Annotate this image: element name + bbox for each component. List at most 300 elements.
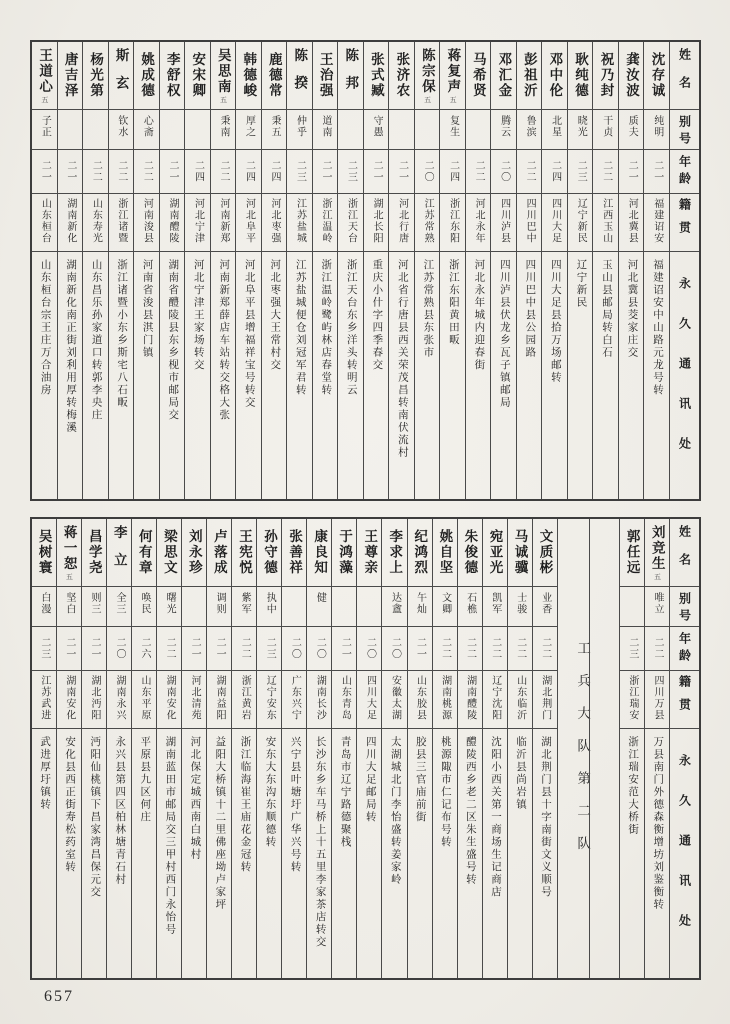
person-alias: 调则: [207, 587, 231, 627]
person-alias: [338, 110, 363, 150]
person-alias: [282, 587, 306, 627]
person-alias: 坚白: [57, 587, 81, 627]
person-alias: [185, 110, 210, 150]
person-column: [331, 519, 356, 978]
person-native: 山东寿光: [83, 194, 108, 252]
person-alias: 干贞: [593, 110, 618, 150]
person-alias: 复生: [440, 110, 465, 150]
person-address: 湖南蓝田市邮局交三甲村西门永怡号: [164, 736, 176, 936]
person-alias: [357, 587, 381, 627]
person-column: [643, 42, 669, 499]
person-native: 浙江黄岩: [232, 671, 256, 729]
person-name: 姚自坚: [433, 519, 457, 587]
person-address: 临沂县尚岩镇: [514, 736, 526, 811]
person-alias: 鲁滨: [517, 110, 542, 150]
person-alias: 凯军: [483, 587, 507, 627]
person-age: 二二: [593, 150, 618, 194]
person-age: 二一: [313, 150, 338, 194]
person-column: [133, 42, 159, 499]
person-age: 二四: [262, 150, 287, 194]
person-age: 二二: [157, 627, 181, 671]
person-alias: 执中: [257, 587, 281, 627]
person-address: 山东昌乐孙家道口转郭李央庄: [90, 259, 102, 422]
header-name-label: 姓名: [670, 519, 699, 587]
person-age: 二三: [338, 150, 363, 194]
person-column: [337, 42, 363, 499]
person-age: 二二: [211, 150, 236, 194]
person-name: 姚成德: [134, 42, 159, 110]
person-name: 陈揆: [287, 42, 312, 110]
person-native: 辽宁安东: [257, 671, 281, 729]
person-column: [81, 519, 106, 978]
person-age: 二三: [32, 627, 56, 671]
header-address-label: 永久通讯处: [677, 277, 692, 477]
person-alias: 曙光: [157, 587, 181, 627]
person-age: 二二: [109, 150, 134, 194]
person-age: 二一: [58, 150, 83, 194]
person-alias: [332, 587, 356, 627]
person-address: 永兴县第四区柏林塘青石村: [114, 736, 126, 886]
person-alias: 唯立: [645, 587, 669, 627]
person-alias: 业香: [533, 587, 557, 627]
name-note-mark: 五: [219, 95, 228, 103]
person-name: 纪鸿烈: [408, 519, 432, 587]
person-age: 二二: [483, 627, 507, 671]
person-alias: [58, 110, 83, 150]
person-age: 二一: [82, 627, 106, 671]
person-address: 四川大足县拾万场邮转: [549, 259, 561, 384]
person-native: 河南浚县: [134, 194, 159, 252]
person-native: 湖南桃源: [433, 671, 457, 729]
person-alias: [83, 110, 108, 150]
row-headers-column: [669, 42, 699, 499]
person-name: 文质彬: [533, 519, 557, 587]
person-name: 陈宗保 五: [415, 42, 440, 110]
person-native: 江苏常熟: [415, 194, 440, 252]
person-column: [439, 42, 465, 499]
person-address: 山东桓台宗王庄万合油房: [39, 259, 51, 397]
person-alias: 心斋: [134, 110, 159, 150]
person-alias: 则三: [82, 587, 106, 627]
person-address: 桃源陬市仁记布号转: [439, 736, 451, 849]
person-name: 祝乃封: [593, 42, 618, 110]
person-column: [82, 42, 108, 499]
person-native: 河北阜平: [236, 194, 261, 252]
person-alias: 秉五: [262, 110, 287, 150]
person-age: 二一: [32, 150, 57, 194]
person-native: 江西玉山: [593, 194, 618, 252]
header-name-label: 姓名: [670, 42, 699, 110]
person-column: [356, 519, 381, 978]
person-age: 二一: [57, 627, 81, 671]
person-name: 唐吉泽: [58, 42, 83, 110]
person-address: 河北省行唐县西关荣茂昌转南伏流村: [396, 259, 408, 459]
person-name: 杨光第: [83, 42, 108, 110]
person-column: [235, 42, 261, 499]
person-address: 武进厚圩镇转: [39, 736, 51, 811]
person-native: 浙江东阳: [440, 194, 465, 252]
person-column: [57, 42, 83, 499]
person-alias: 晓光: [568, 110, 593, 150]
person-column: [261, 42, 287, 499]
person-alias: 文卿: [433, 587, 457, 627]
person-alias: [182, 587, 206, 627]
person-name: 刘永珍: [182, 519, 206, 587]
person-native: 河北行唐: [389, 194, 414, 252]
person-native: 山东平原: [132, 671, 156, 729]
person-name: 龚汝波: [619, 42, 644, 110]
person-address: 河北宁津王家场转交: [192, 259, 204, 372]
person-address: 河北枣强大王常村交: [269, 259, 281, 372]
person-name: 彭祖沂: [517, 42, 542, 110]
person-address: 长沙东乡车马桥上十五里李家茶店转交: [314, 736, 326, 949]
person-name: 陈邦: [338, 42, 363, 110]
person-address: 安化县西正街寿松药室转: [64, 736, 76, 874]
person-address: 河南省浚县淇门镇: [141, 259, 153, 359]
person-column: [407, 519, 432, 978]
page-number: 657: [44, 988, 74, 1005]
person-native: 湖南永兴: [107, 671, 131, 729]
person-native: 山东胶县: [408, 671, 432, 729]
person-name: 吴思南 五: [211, 42, 236, 110]
person-address: 安东大东沟东顺德转: [264, 736, 276, 849]
person-age: 二一: [207, 627, 231, 671]
person-age: 二〇: [307, 627, 331, 671]
person-alias: 质夫: [619, 110, 644, 150]
person-age: 二〇: [357, 627, 381, 671]
person-column: [465, 42, 491, 499]
person-alias: 守愚: [364, 110, 389, 150]
person-native: 湖南新化: [58, 194, 83, 252]
person-column: [156, 519, 181, 978]
person-age: 二〇: [491, 150, 516, 194]
person-native: 湖南长沙: [307, 671, 331, 729]
spacer-column: [589, 519, 619, 978]
person-address: 江苏常熟县东张市: [422, 259, 434, 359]
person-age: 二〇: [415, 150, 440, 194]
name-note-mark: 五: [653, 572, 662, 580]
person-alias: 紫军: [232, 587, 256, 627]
person-address: 河北保定城西南白城村: [189, 736, 201, 861]
person-age: 二一: [182, 627, 206, 671]
person-address: 浙江温岭鹭屿林店春堂转: [320, 259, 332, 397]
person-address: 平原县九区何庄: [139, 736, 151, 824]
person-column: [363, 42, 389, 499]
person-name: 梁思文: [157, 519, 181, 587]
person-native: 河北枣强: [262, 194, 287, 252]
person-age: 二三: [620, 627, 644, 671]
person-native: 浙江天台: [338, 194, 363, 252]
header-age-label: 年龄: [670, 627, 699, 671]
person-column: [414, 42, 440, 499]
person-native: 四川泸县: [491, 194, 516, 252]
person-age: 二二: [83, 150, 108, 194]
person-native: 河北永年: [466, 194, 491, 252]
person-age: 二〇: [107, 627, 131, 671]
person-alias: 白漫: [32, 587, 56, 627]
header-age-label: 年龄: [670, 150, 699, 194]
person-age: 二二: [232, 627, 256, 671]
header-native-label: 籍贯: [670, 671, 699, 729]
person-address: 辽宁新民: [575, 259, 587, 309]
unit-divider-label: 工兵大队第二队: [575, 641, 591, 869]
person-address: 沈阳小西关第一商场生记商店: [489, 736, 501, 899]
person-address: 玉山县邮局转白石: [600, 259, 612, 359]
person-name: 蒋复声 五: [440, 42, 465, 110]
person-native: 河北宁津: [185, 194, 210, 252]
person-age: 二一: [160, 150, 185, 194]
person-alias: 健: [307, 587, 331, 627]
person-native: 安徽太湖: [382, 671, 406, 729]
person-native: 四川大足: [542, 194, 567, 252]
name-note-mark: 五: [40, 95, 49, 103]
person-column: [516, 42, 542, 499]
header-alias-label: 别号: [670, 110, 699, 150]
name-note-mark: 五: [423, 95, 432, 103]
person-column: [457, 519, 482, 978]
person-alias: [389, 110, 414, 150]
person-alias: 秉南: [211, 110, 236, 150]
person-column: [644, 519, 669, 978]
person-native: 辽宁新民: [568, 194, 593, 252]
person-column: [108, 42, 134, 499]
person-address: 醴陵西乡老二区朱生盛号转: [464, 736, 476, 886]
person-alias: 钦水: [109, 110, 134, 150]
person-column: [619, 519, 644, 978]
person-address: 湖南省醴陵县东乡枧市邮局交: [167, 259, 179, 422]
person-column: [592, 42, 618, 499]
person-name: 斯玄: [109, 42, 134, 110]
person-native: 河南新郑: [211, 194, 236, 252]
person-age: 二二: [533, 627, 557, 671]
person-alias: 唤民: [132, 587, 156, 627]
person-name: 何有章: [132, 519, 156, 587]
person-alias: 子正: [32, 110, 57, 150]
person-address: 福建诏安中山路元龙号转: [651, 259, 663, 397]
unit-divider-column: [557, 519, 589, 978]
person-address: 浙江瑞安范大桥街: [627, 736, 639, 836]
person-name: 马希贤: [466, 42, 491, 110]
person-age: 二〇: [382, 627, 406, 671]
header-address-label: 永久通讯处: [677, 754, 692, 954]
person-name: 邓汇金: [491, 42, 516, 110]
person-name: 沈存诚: [644, 42, 669, 110]
person-name: 卢落成: [207, 519, 231, 587]
person-name: 孙守德: [257, 519, 281, 587]
person-name: 朱俊德: [458, 519, 482, 587]
person-native: 福建诏安: [644, 194, 669, 252]
person-address: 浙江诸暨小东乡斯宅八石畈: [116, 259, 128, 409]
person-native: 湖南醴陵: [160, 194, 185, 252]
person-age: 二二: [433, 627, 457, 671]
person-column: [388, 42, 414, 499]
person-native: 湖南安化: [57, 671, 81, 729]
person-alias: [415, 110, 440, 150]
person-age: 二一: [389, 150, 414, 194]
person-alias: [160, 110, 185, 150]
person-age: 二二: [134, 150, 159, 194]
person-name: 宛亚光: [483, 519, 507, 587]
person-address: 胶县三官庙前街: [414, 736, 426, 824]
person-alias: 腾云: [491, 110, 516, 150]
person-address: 河北冀县茭家庄交: [626, 259, 638, 359]
person-name: 邓中伦: [542, 42, 567, 110]
person-alias: 石樵: [458, 587, 482, 627]
person-age: 二二: [517, 150, 542, 194]
person-native: 辽宁沈阳: [483, 671, 507, 729]
person-name: 李立: [107, 519, 131, 587]
person-alias: 北星: [542, 110, 567, 150]
person-native: 四川万县: [645, 671, 669, 729]
person-native: 湖北长阳: [364, 194, 389, 252]
person-column: [231, 519, 256, 978]
person-column: [482, 519, 507, 978]
person-column: [159, 42, 185, 499]
person-native: 湖南安化: [157, 671, 181, 729]
person-address: 重庆小什字四季春交: [371, 259, 383, 372]
person-column: [532, 519, 557, 978]
person-native: 山东临沂: [508, 671, 532, 729]
person-name: 吴树寰: [32, 519, 56, 587]
person-address: 四川泸县伏龙乡瓦子镇邮局: [498, 259, 510, 409]
person-age: 二一: [332, 627, 356, 671]
person-column: [131, 519, 156, 978]
person-native: 浙江诸暨: [109, 194, 134, 252]
person-native: 湖北荆门: [533, 671, 557, 729]
person-column: [490, 42, 516, 499]
person-native: 江苏武进: [32, 671, 56, 729]
person-address: 益阳大桥镇十二里佛座坳卢家坪: [214, 736, 226, 911]
person-native: 河北冀县: [619, 194, 644, 252]
person-age: 二四: [542, 150, 567, 194]
person-alias: [620, 587, 644, 627]
person-native: 湖北沔阳: [82, 671, 106, 729]
person-address: 沔阳仙桃镇下昌家湾昌保元交: [89, 736, 101, 899]
person-native: 浙江瑞安: [620, 671, 644, 729]
directory-table-bottom: [30, 517, 701, 980]
person-address: 青岛市辽宁路德聚栈: [339, 736, 351, 849]
person-column: [312, 42, 338, 499]
person-name: 韩德峻: [236, 42, 261, 110]
person-alias: 厚之: [236, 110, 261, 150]
person-alias: 全三: [107, 587, 131, 627]
person-native: 河北清苑: [182, 671, 206, 729]
person-column: [32, 42, 57, 499]
person-address: 河北阜平县增福祥宝号转交: [243, 259, 255, 409]
person-column: [106, 519, 131, 978]
person-native: 四川巴中: [517, 194, 542, 252]
person-alias: 纯明: [644, 110, 669, 150]
person-name: 刘竞生 五: [645, 519, 669, 587]
person-alias: 道南: [313, 110, 338, 150]
person-age: 二一: [364, 150, 389, 194]
person-alias: 仲乎: [287, 110, 312, 150]
person-address: 河北永年城内迎春街: [473, 259, 485, 372]
person-column: [541, 42, 567, 499]
person-address: 河南新郑薛店车站转交格大张: [218, 259, 230, 422]
person-alias: 午灿: [408, 587, 432, 627]
person-column: [210, 42, 236, 499]
person-native: 山东桓台: [32, 194, 57, 252]
person-age: 二三: [257, 627, 281, 671]
person-alias: 达盦: [382, 587, 406, 627]
person-age: 二二: [508, 627, 532, 671]
person-name: 张善祥: [282, 519, 306, 587]
person-native: 四川大足: [357, 671, 381, 729]
person-age: 二四: [440, 150, 465, 194]
person-native: 湖南益阳: [207, 671, 231, 729]
person-name: 王道心 五: [32, 42, 57, 110]
person-native: 广东兴宁: [282, 671, 306, 729]
person-column: [567, 42, 593, 499]
person-native: 湖南醴陵: [458, 671, 482, 729]
person-age: 二六: [132, 627, 156, 671]
person-address: 兴宁县叶塘圩广华兴号转: [289, 736, 301, 874]
person-age: 二一: [408, 627, 432, 671]
person-address: 万县南门外德森衡增坊刘鉴衡转: [652, 736, 664, 911]
person-name: 鹿德常: [262, 42, 287, 110]
person-address: 浙江天台东乡洋头转明云: [345, 259, 357, 397]
person-column: [507, 519, 532, 978]
person-age: 二二: [466, 150, 491, 194]
person-name: 王治强: [313, 42, 338, 110]
person-name: 昌学尧: [82, 519, 106, 587]
person-address: 湖南新化南正街刘利用厚转梅溪: [65, 259, 77, 434]
person-name: 于鸿藻: [332, 519, 356, 587]
person-column: [381, 519, 406, 978]
person-age: 二三: [287, 150, 312, 194]
person-column: [206, 519, 231, 978]
person-address: 浙江临海崔王庙花金冠转: [239, 736, 251, 874]
person-age: 二一: [644, 150, 669, 194]
person-name: 张济农: [389, 42, 414, 110]
person-name: 郭任远: [620, 519, 644, 587]
person-address: 浙江东阳黄田畈: [447, 259, 459, 347]
person-column: [306, 519, 331, 978]
person-name: 王宪悦: [232, 519, 256, 587]
person-age: 二四: [185, 150, 210, 194]
person-column: [432, 519, 457, 978]
person-age: 二三: [568, 150, 593, 194]
person-column: [286, 42, 312, 499]
person-name: 王尊亲: [357, 519, 381, 587]
name-note-mark: 五: [65, 572, 74, 580]
person-column: [56, 519, 81, 978]
person-name: 安宋卿: [185, 42, 210, 110]
person-name: 李舒权: [160, 42, 185, 110]
person-alias: [466, 110, 491, 150]
person-address: 湖北荆门县十字南街文义顺号: [540, 736, 552, 899]
person-column: [181, 519, 206, 978]
person-name: 康良知: [307, 519, 331, 587]
person-native: 江苏盐城: [287, 194, 312, 252]
person-native: 山东青岛: [332, 671, 356, 729]
person-address: 四川大足邮局转: [364, 736, 376, 824]
person-column: [32, 519, 56, 978]
person-age: 二二: [645, 627, 669, 671]
person-alias: 士骏: [508, 587, 532, 627]
person-age: 二一: [619, 150, 644, 194]
person-native: 浙江温岭: [313, 194, 338, 252]
name-note-mark: 五: [449, 95, 458, 103]
person-column: [184, 42, 210, 499]
person-column: [618, 42, 644, 499]
person-name: 马诚骥: [508, 519, 532, 587]
person-name: 张式臧: [364, 42, 389, 110]
person-age: 二四: [236, 150, 261, 194]
person-column: [256, 519, 281, 978]
person-column: [281, 519, 306, 978]
